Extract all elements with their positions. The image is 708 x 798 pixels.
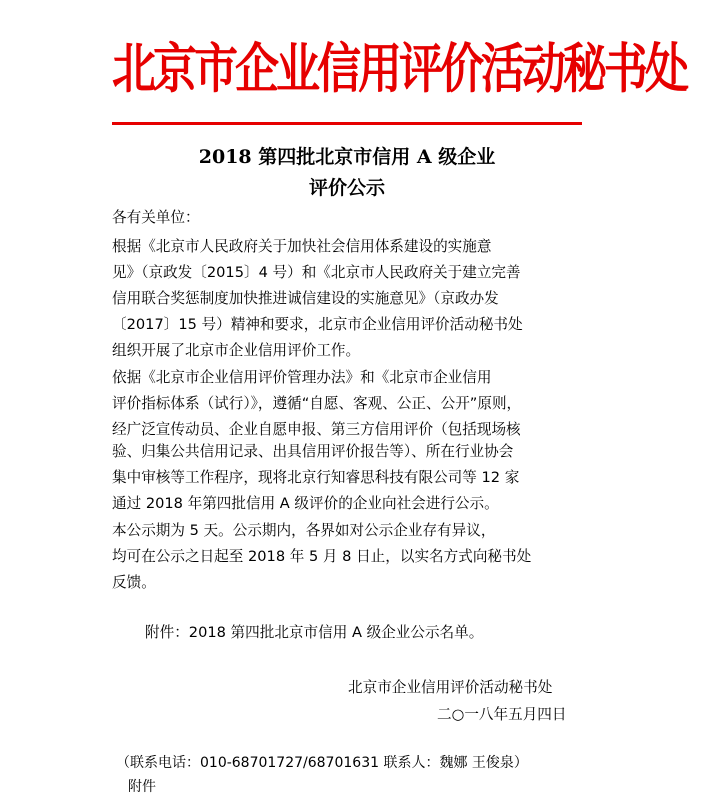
document-title-line-2: 评价公示 <box>308 177 385 199</box>
body-line: 集中审核等工作程序，现将北京行知睿思科技有限公司等 12 家 <box>112 469 520 486</box>
body-line: 均可在公示之日起至 2018 年 5 月 8 日止，以实名方式向秘书处 <box>112 548 532 565</box>
attachment-line: 附件：2018 第四批北京市信用 A 级企业公示名单。 <box>145 624 484 641</box>
body-line: 〔2017〕15 号）精神和要求，北京市企业信用评价活动秘书处 <box>112 316 523 333</box>
letterhead-red-rule <box>112 122 582 125</box>
letterhead-org-name: 北京市企业信用评价活动秘书处 <box>112 38 686 101</box>
body-line: 信用联合奖惩制度加快推进诚信建设的实施意见》（京政办发 <box>112 290 499 307</box>
body-line: 见》（京政发〔2015〕4 号）和《北京市人民政府关于建立完善 <box>112 264 521 281</box>
body-line: 根据《北京市人民政府关于加快社会信用体系建设的实施意 <box>112 238 492 255</box>
body-line: 本公示期为 5 天。公示期内，各界如对公示企业存有异议， <box>112 522 496 539</box>
signature-org: 北京市企业信用评价活动秘书处 <box>348 679 553 696</box>
body-line: 评价指标体系（试行）》，遵循“自愿、客观、公正、公开”原则， <box>112 395 522 412</box>
body-line: 组织开展了北京市企业信用评价工作。 <box>112 342 361 359</box>
body-line: 依据《北京市企业信用评价管理办法》和《北京市企业信用 <box>112 369 492 386</box>
signature-date: 二○一八年五月四日 <box>437 706 567 723</box>
body-line: 经广泛宣传动员、企业自愿申报、第三方信用评价（包括现场核 <box>112 421 521 438</box>
salutation: 各有关单位： <box>112 209 200 226</box>
body-line: 反馈。 <box>112 574 156 591</box>
body-line: 验、归集公共信用记录、出具信用评价报告等）、所在行业协会 <box>112 443 514 460</box>
document-title-line-1: 2018 第四批北京市信用 A 级企业 <box>198 146 496 168</box>
body-line: 通过 2018 年第四批信用 A 级评价的企业向社会进行公示。 <box>112 495 499 512</box>
attachment-heading-cutoff: 附件 <box>128 779 156 795</box>
contact-info: （联系电话：010-68701727/68701631 联系人：魏娜 王俊泉） <box>116 755 528 771</box>
